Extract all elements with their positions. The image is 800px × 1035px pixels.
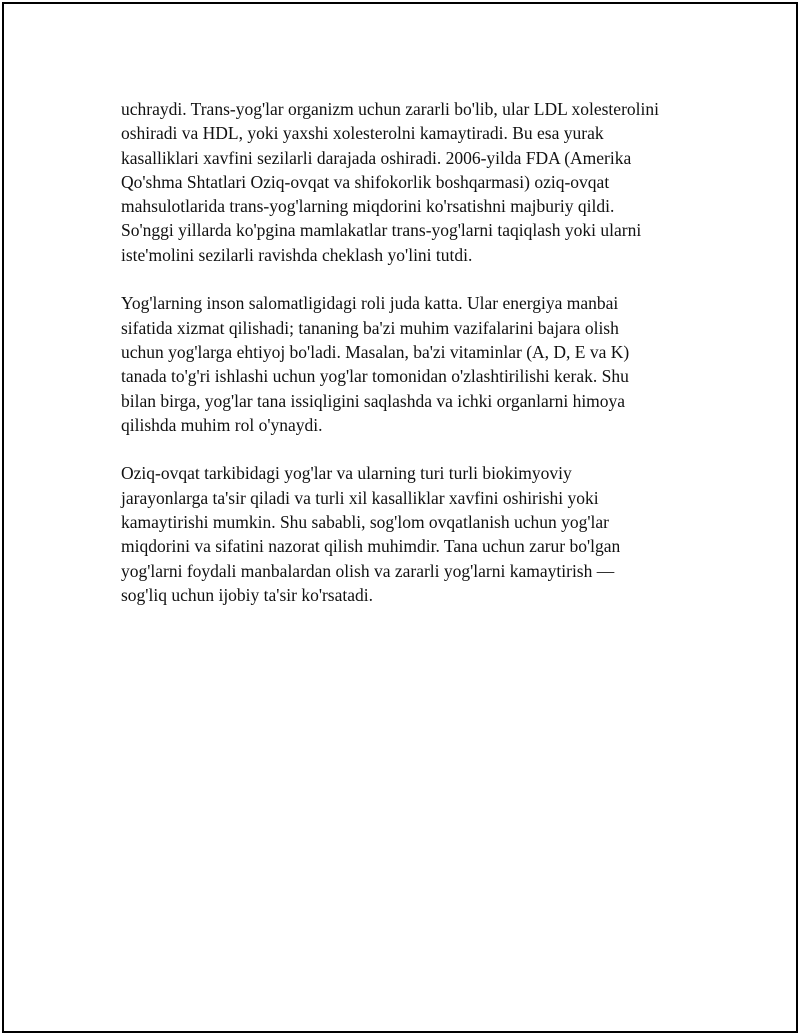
text-line: kasalliklari xavfini sezilarli darajada oshiradi. 2006-yilda FDA (Amerika bbox=[121, 147, 632, 168]
text-line: Oziq-ovqat tarkibidagi yog'lar va ularning turi turli biokimyoviy bbox=[121, 463, 572, 484]
paragraph-role-of-fats bbox=[121, 291, 711, 437]
text-line: Qo'shma Shtatlari Oziq-ovqat va shifokorlik boshqarmasi) oziq-ovqat bbox=[121, 171, 610, 192]
document-body bbox=[121, 97, 711, 632]
text-line: iste'molini sezilarli ravishda cheklash yo'lini tutdi. bbox=[121, 244, 473, 265]
text-line: So'nggi yillarda ko'pgina mamlakatlar trans-yog'larni taqiqlash yoki ularni bbox=[121, 220, 642, 241]
text-line: tanada to'g'ri ishlashi uchun yog'lar tomonidan o'zlashtirilishi kerak. Shu bbox=[121, 366, 629, 387]
text-line: oshiradi va HDL, yoki yaxshi xolesterolni kamaytiradi. Bu esa yurak bbox=[121, 123, 604, 144]
paragraph-trans-fats bbox=[121, 97, 711, 267]
text-line: yog'larni foydali manbalardan olish va zararli yog'larni kamaytirish — bbox=[121, 560, 615, 581]
page-frame bbox=[2, 2, 798, 1033]
text-line: sifatida xizmat qilishadi; tananing ba'zi muhim vazifalarini bajara olish bbox=[121, 317, 619, 338]
text-line: Yog'larning inson salomatligidagi roli juda katta. Ular energiya manbai bbox=[121, 293, 619, 314]
text-line: mahsulotlarida trans-yog'larning miqdorini ko'rsatishni majburiy qildi. bbox=[121, 196, 615, 217]
text-line: sog'liq uchun ijobiy ta'sir ko'rsatadi. bbox=[121, 584, 373, 605]
text-line: uchun yog'larga ehtiyoj bo'ladi. Masalan, ba'zi vitaminlar (A, D, E va K) bbox=[121, 341, 630, 362]
text-line: qilishda muhim rol o'ynaydi. bbox=[121, 414, 323, 435]
text-line: kamaytirishi mumkin. Shu sababli, sog'lom ovqatlanish uchun yog'lar bbox=[121, 512, 609, 533]
text-line: jarayonlarga ta'sir qiladi va turli xil kasalliklar xavfini oshirishi yoki bbox=[121, 487, 599, 508]
text-line: uchraydi. Trans-yog'lar organizm uchun zararli bo'lib, ular LDL xolesterolini bbox=[121, 99, 659, 119]
paragraph-healthy-nutrition bbox=[121, 461, 711, 607]
text-line: miqdorini va sifatini nazorat qilish muhimdir. Tana uchun zarur bo'lgan bbox=[121, 536, 621, 557]
text-line: bilan birga, yog'lar tana issiqligini saqlashda va ichki organlarni himoya bbox=[121, 390, 626, 411]
